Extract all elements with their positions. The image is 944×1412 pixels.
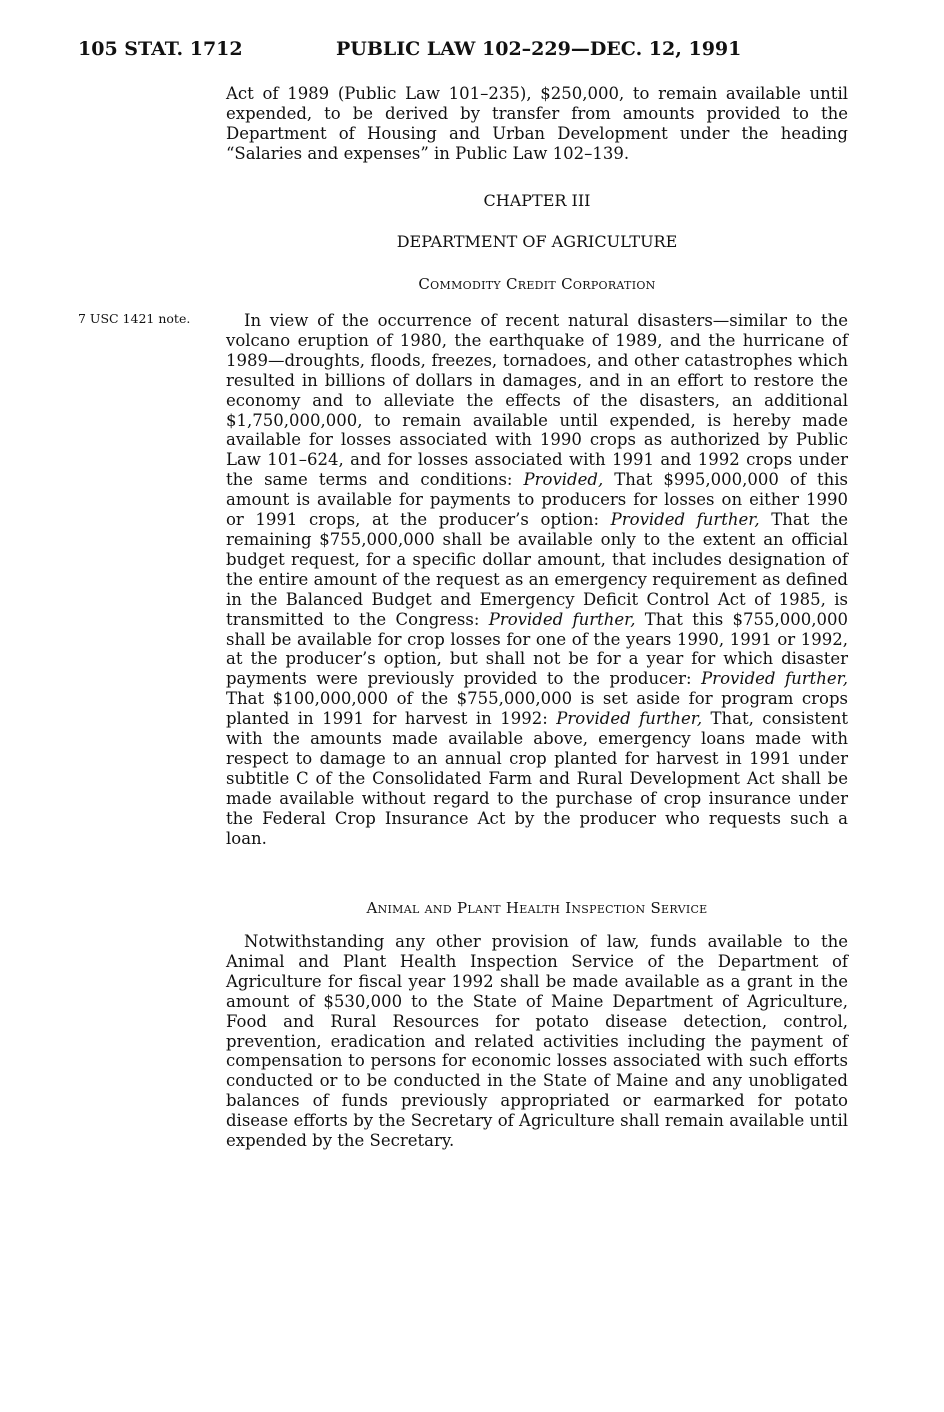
ccc-text-1: In view of the occurrence of recent natural disasters—similar to the volcano eruption of 1980, the earthquake of 1989, and the hurricane of 1989—droughts, floods, freezes, tornadoes, and other catastrophes which resulted in billions of dollars in damages, and in an effort to restore the economy and to alleviate the effects of the disasters, an additional $1,750,000,000, to remain available until expended, is hereby made available for losses associated with 1990 crops as authorized by Public Law 101–624, and for losses associated with 1991 and 1992 crops under the same terms and conditions: <box>226 311 848 490</box>
intro-paragraph: Act of 1989 (Public Law 101–235), $250,000, to remain available until expended, to be derived by transfer from amounts provided to the Department of Housing and Urban Development under the heading “Salaries and expenses” in Public Law 102–139. <box>226 84 848 163</box>
ccc-text-5: That $100,000,000 of the $755,000,000 is set aside for program crops planted in 1991 for harvest in 1992: <box>226 689 848 729</box>
proviso-2: Provided further, <box>610 510 760 530</box>
intro-section <box>226 84 848 164</box>
aphis-heading: Animal and Plant Health Inspection Service <box>366 899 708 917</box>
ccc-text-2: That $995,000,000 of this amount is available for payments to producers for losses on either 1990 or 1991 crops, at the producer’s option: <box>226 470 848 530</box>
public-law-citation: PUBLIC LAW 102–229—DEC. 12, 1991 <box>336 38 742 60</box>
ccc-heading: Commodity Credit Corporation <box>418 275 656 293</box>
running-head <box>78 38 884 64</box>
aphis-paragraph: Notwithstanding any other provision of law, funds available to the Animal and Plant Health Inspection Service of the Department of Agriculture for fiscal year 1992 shall be made available as a grant in the amount of $530,000 to the State of Maine Department of Agriculture, Food and Rural Resources for potato disease detection, control, prevention, eradication and related activities including the payment of compensation to persons for economic losses associated with such efforts conducted or to be conducted in the State of Maine and any unobligated balances of funds previously appropriated or earmarked for potato disease efforts by the Secretary of Agriculture shall remain available until expended by the Secretary. <box>226 932 848 1151</box>
department-heading-block <box>226 232 848 252</box>
proviso-1: Provided, <box>523 470 604 490</box>
ccc-section <box>226 311 848 848</box>
proviso-3: Provided further, <box>488 609 636 629</box>
department-title: DEPARTMENT OF AGRICULTURE <box>396 232 678 251</box>
ccc-text-6: That, consistent with the amounts made available above, emergency loans made with respect to damage to an annual crop planted for harvest in 1991 under subtitle C of the Consolidated Farm and Rural Development Act shall be made available without regard to the purchase of crop insurance under the Federal Crop Insurance Act by the producer who requests such a loan. <box>226 709 848 848</box>
stat-page-number: 105 STAT. 1712 <box>78 38 243 60</box>
aphis-heading-block <box>226 898 848 918</box>
aphis-section <box>226 932 848 1151</box>
ccc-heading-block <box>226 274 848 294</box>
margin-note: 7 USC 1421 note. <box>78 311 191 326</box>
chapter-title: CHAPTER III <box>483 191 591 210</box>
ccc-paragraph <box>226 311 848 848</box>
chapter-heading-block <box>226 191 848 211</box>
ccc-text-4: That this $755,000,000 shall be available for crop losses for one of the years 1990, 1991 or 1992, at the producer’s option, but shall not be for a year for which disaster payments were previously provided to the producer: <box>226 609 848 689</box>
proviso-4: Provided further, <box>701 669 848 689</box>
ccc-text-3: That the remaining $755,000,000 shall be available only to the extent an official budget request, for a specific dollar amount, that includes designation of the entire amount of the request as an emergency requirement as defined in the Balanced Budget and Emergency Deficit Control Act of 1985, is transmitted to the Congress: <box>226 510 848 629</box>
proviso-5: Provided further, <box>556 709 703 729</box>
